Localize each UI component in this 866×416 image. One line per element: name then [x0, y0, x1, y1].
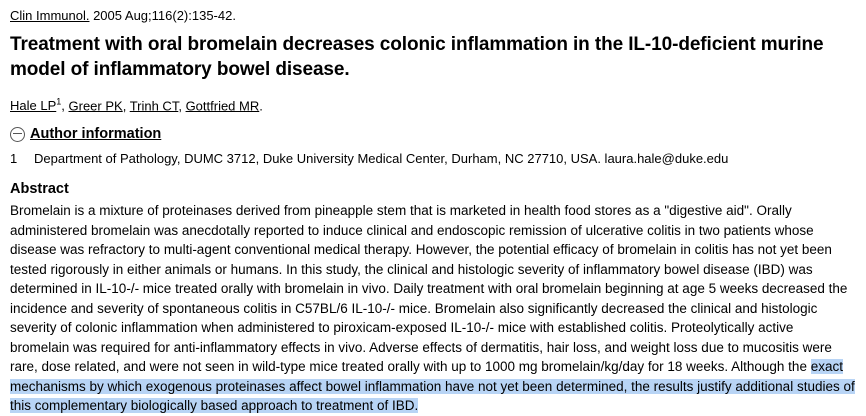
author-entry	[130, 98, 186, 113]
author-entry	[186, 98, 263, 113]
author-affiliation-marker[interactable]: 1	[56, 97, 62, 107]
affiliation-number: 1	[10, 151, 18, 167]
affiliation-row	[10, 150, 856, 167]
abstract-text-highlighted: exact mechanisms by which exogenous proteinases affect bowel inflammation have not yet been determined, the results justify additional studies of this complementary biologically based approach to treatment of IBD.	[10, 359, 855, 414]
abstract-text	[10, 201, 856, 416]
author-separator: ,	[122, 98, 130, 114]
page-title: Treatment with oral bromelain decreases colonic inflammation in the IL-10-deficient murine model of inflammatory bowel disease.	[10, 34, 824, 80]
author-separator: ,	[178, 98, 186, 114]
author-separator: ,	[61, 98, 69, 114]
journal-name[interactable]: Clin Immunol.	[10, 8, 90, 23]
author-link[interactable]: Greer PK	[68, 98, 123, 114]
author-separator: .	[259, 98, 263, 114]
abstract-heading: Abstract	[10, 181, 69, 198]
abstract-text-plain: Bromelain is a mixture of proteinases derived from pineapple stem that is marketed in health food stores as a "digestive aid". Orally administered bromelain was anecdotally reported to induce clinical and endoscopic remission of ulcerative colitis in two patients whose disease was refractory to multi-agent conventional medical therapy. However, the potential efficacy of bromelain in colitis has not yet been tested rigorously in either animals or humans. In this study, the clinical and histologic severity of inflammatory bowel disease (IBD) was determined in IL-10-/- mice treated orally with bromelain in vivo. Daily treatment with oral bromelain beginning at age 5 weeks decreased the incidence and severity of spontaneous colitis in C57BL/6 IL-10-/- mice. Bromelain also significantly decreased the clinical and histologic severity of colonic inflammation when administered to piroxicam-exposed IL-10-/- mice with established colitis. Proteolytically active bromelain was required for anti-inflammatory effects in vivo. Adverse effects of dermatitis, hair loss, and weight loss due to mucositis were rare, dose related, and were not seen in wild-type mice treated orally with up to 1000 mg bromelain/kg/day for 18 weeks. Although the	[10, 203, 848, 375]
author-link[interactable]: Hale LP	[10, 98, 57, 114]
author-link[interactable]: Trinh CT	[129, 98, 179, 114]
author-information-toggle[interactable]	[10, 126, 856, 142]
author-entry	[69, 98, 130, 113]
affiliation-text: Department of Pathology, DUMC 3712, Duke University Medical Center, Durham, NC 27710, USA. laura.hale@duke.edu	[34, 151, 729, 167]
author-entry	[10, 98, 69, 113]
citation-details: 2005 Aug;116(2):135-42.	[89, 8, 236, 23]
author-link[interactable]: Gottfried MR	[185, 98, 260, 114]
minus-circle-icon[interactable]	[10, 127, 25, 142]
citation-line	[10, 8, 856, 24]
author-list	[10, 94, 856, 114]
author-information-label[interactable]: Author information	[30, 126, 162, 143]
